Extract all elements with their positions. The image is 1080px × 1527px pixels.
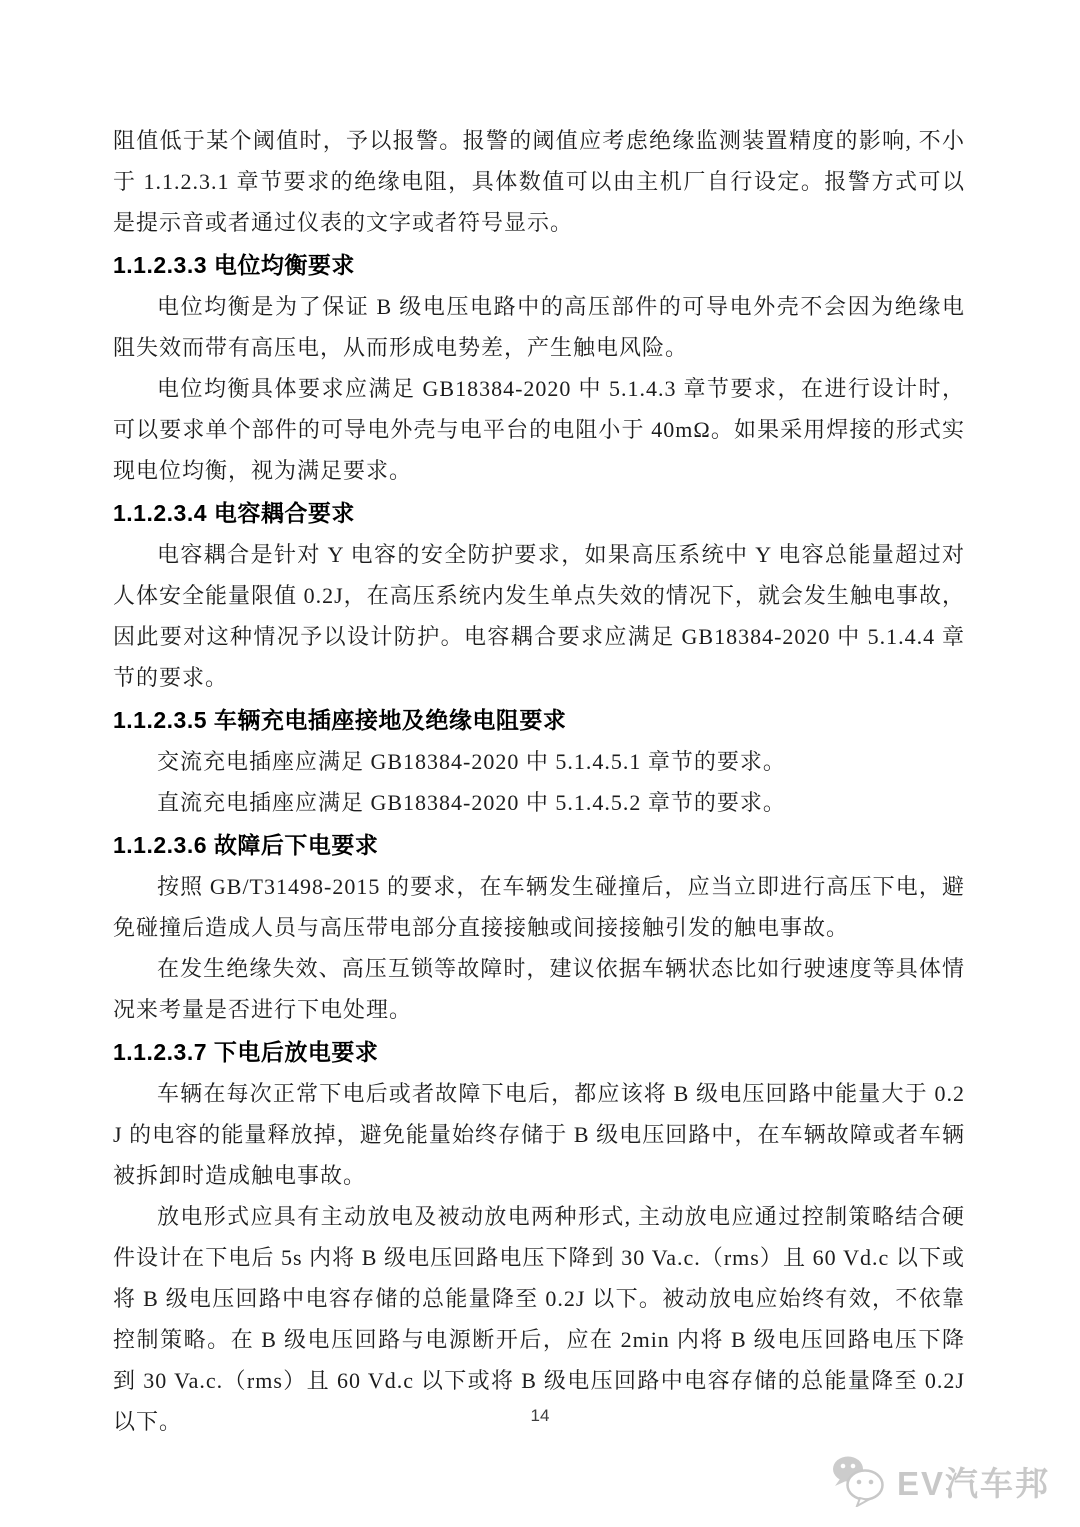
paragraph: 按照 GB/T31498-2015 的要求，在车辆发生碰撞后，应当立即进行高压下电，避免碰撞后造成人员与高压带电部分直接接触或间接接触引发的触电事故。	[113, 874, 965, 940]
paragraph: 放电形式应具有主动放电及被动放电两种形式, 主动放电应通过控制策略结合硬件设计在下电后 5s 内将 B 级电压回路电压下降到 30 Va.c.（rms）且 60 Vd.c 以下或将 B 级电压回路中电容存储的总能量降至 0.2J 以下。被动放电应始终有效，不依靠控制策略。在 B 级电压回路与电源断开后，应在 2min 内将 B 级电压回路电压下降到 30 Va.c.（rms）且 60 Vd.c 以下或将 B 级电压回路中电容存储的总能量降至 0.2J 以下。	[113, 1204, 965, 1434]
paragraph-continued: 阻值低于某个阈值时，予以报警。报警的阈值应考虑绝缘监测装置精度的影响, 不小于 1.1.2.3.1 章节要求的绝缘电阻，具体数值可以由主机厂自行设定。报警方式可以是提示音或者通过仪表的文字或者符号显示。	[113, 128, 965, 235]
section-heading-1-1-2-3-6: 1.1.2.3.6 故障后下电要求	[113, 832, 379, 858]
paragraph: 电容耦合是针对 Y 电容的安全防护要求，如果高压系统中 Y 电容总能量超过对人体安全能量限值 0.2J，在高压系统内发生单点失效的情况下，就会发生触电事故，因此要对这种情况予以设计防护。电容耦合要求应满足 GB18384-2020 中 5.1.4.4 章节的要求。	[113, 542, 965, 690]
footer-brand	[829, 1455, 1050, 1507]
section-heading-1-1-2-3-5: 1.1.2.3.5 车辆充电插座接地及绝缘电阻要求	[113, 707, 567, 733]
paragraph: 电位均衡具体要求应满足 GB18384-2020 中 5.1.4.3 章节要求，在进行设计时，可以要求单个部件的可导电外壳与电平台的电阻小于 40mΩ。如果采用焊接的形式实现电位均衡，视为满足要求。	[113, 376, 965, 483]
page-number: 14	[530, 1406, 550, 1425]
wechat-icon	[829, 1455, 887, 1507]
paragraph: 直流充电插座应满足 GB18384-2020 中 5.1.4.5.2 章节的要求。	[157, 790, 786, 815]
paragraph: 电位均衡是为了保证 B 级电压电路中的高压部件的可导电外壳不会因为绝缘电阻失效而带有高压电，从而形成电势差，产生触电风险。	[113, 294, 965, 360]
footer-brand-text: EV汽车邦	[896, 1464, 1050, 1502]
paragraph: 在发生绝缘失效、高压互锁等故障时，建议依据车辆状态比如行驶速度等具体情况来考量是否进行下电处理。	[113, 956, 965, 1022]
document-content	[113, 120, 965, 1442]
section-heading-1-1-2-3-4: 1.1.2.3.4 电容耦合要求	[113, 500, 355, 526]
paragraph: 交流充电插座应满足 GB18384-2020 中 5.1.4.5.1 章节的要求。	[157, 749, 786, 774]
section-heading-1-1-2-3-7: 1.1.2.3.7 下电后放电要求	[113, 1039, 379, 1065]
paragraph: 车辆在每次正常下电后或者故障下电后，都应该将 B 级电压回路中能量大于 0.2J 的电容的能量释放掉，避免能量始终存储于 B 级电压回路中，在车辆故障或者车辆被拆卸时造成触电事故。	[113, 1081, 965, 1188]
section-heading-1-1-2-3-3: 1.1.2.3.3 电位均衡要求	[113, 252, 355, 278]
